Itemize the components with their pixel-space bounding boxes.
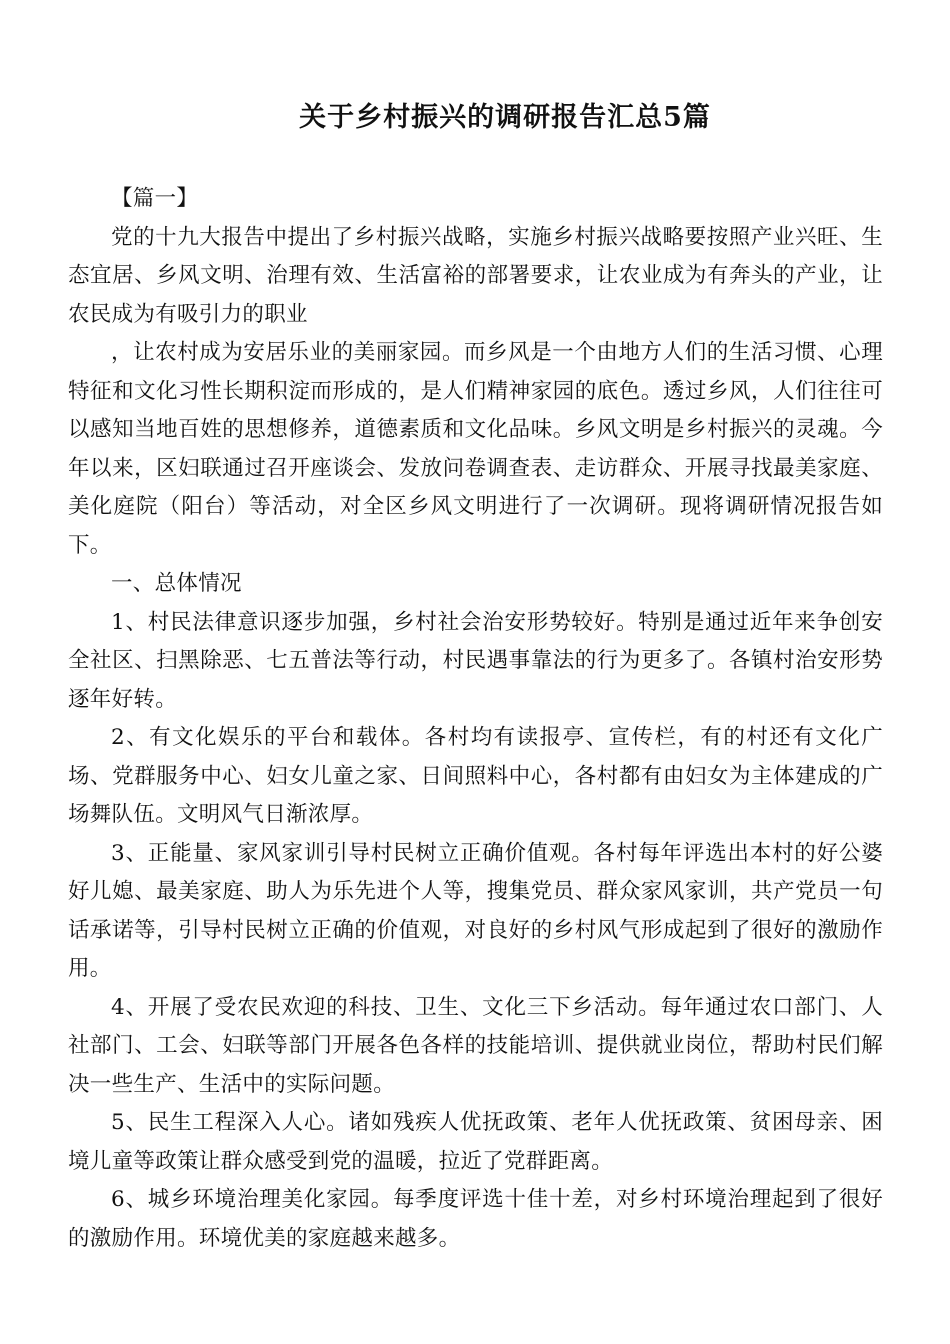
paragraph-item-4: 4、开展了受农民欢迎的科技、卫生、文化三下乡活动。每年通过农口部门、人社部门、工会、妇联等部门开展各色各样的技能培训、提供就业岗位，帮助村民们解决一些生产、生活中的实际问题。	[68, 994, 883, 1097]
paragraph-item-2: 2、有文化娱乐的平台和载体。各村均有读报亭、宣传栏，有的村还有文化广场、党群服务中心、妇女儿童之家、日间照料中心，各村都有由妇女为主体建成的广场舞队伍。文明风气日渐浓厚。	[68, 725, 883, 827]
paragraph-item-1: 1、村民法律意识逐步加强，乡村社会治安形势较好。特别是通过近年来争创安全社区、扫黑除恶、七五普法等行动，村民遇事靠法的行为更多了。各镇村治安形势逐年好转。	[68, 609, 883, 712]
paragraph-intro: 党的十九大报告中提出了乡村振兴战略，实施乡村振兴战略要按照产业兴旺、生态宜居、乡风文明、治理有效、生活富裕的部署要求，让农业成为有奔头的产业，让农民成为有吸引力的职业	[68, 224, 883, 327]
paragraph-item-5: 5、民生工程深入人心。诸如残疾人优抚政策、老年人优抚政策、贫困母亲、困境儿童等政策让群众感受到党的温暖，拉近了党群距离。	[68, 1110, 883, 1174]
document-title: 关于乡村振兴的调研报告汇总5篇	[299, 102, 711, 133]
section-label: 【篇一】	[111, 186, 199, 211]
paragraph-continuation: ，让农村成为安居乐业的美丽家园。而乡风是一个由地方人们的生活习惯、心理特征和文化习性长期积淀而形成的，是人们精神家园的底色。透过乡风，人们往往可以感知当地百姓的思想修养，道德素质和文化品味。乡风文明是乡村振兴的灵魂。今年以来，区妇联通过召开座谈会、发放问卷调查表、走访群众、开展寻找最美家庭、美化庭院（阳台）等活动，对全区乡风文明进行了一次调研。现将调研情况报告如下。	[68, 340, 883, 558]
paragraph-item-3: 3、正能量、家风家训引导村民树立正确价值观。各村每年评选出本村的好公婆好儿媳、最美家庭、助人为乐先进个人等，搜集党员、群众家风家训，共产党员一句话承诺等，引导村民树立正确的价值观，对良好的乡村风气形成起到了很好的激励作用。	[68, 840, 883, 981]
document-body	[68, 180, 883, 1258]
paragraph-item-6: 6、城乡环境治理美化家园。每季度评选十佳十差，对乡村环境治理起到了很好的激励作用。环境优美的家庭越来越多。	[68, 1187, 883, 1251]
heading-overview: 一、总体情况	[111, 571, 242, 596]
